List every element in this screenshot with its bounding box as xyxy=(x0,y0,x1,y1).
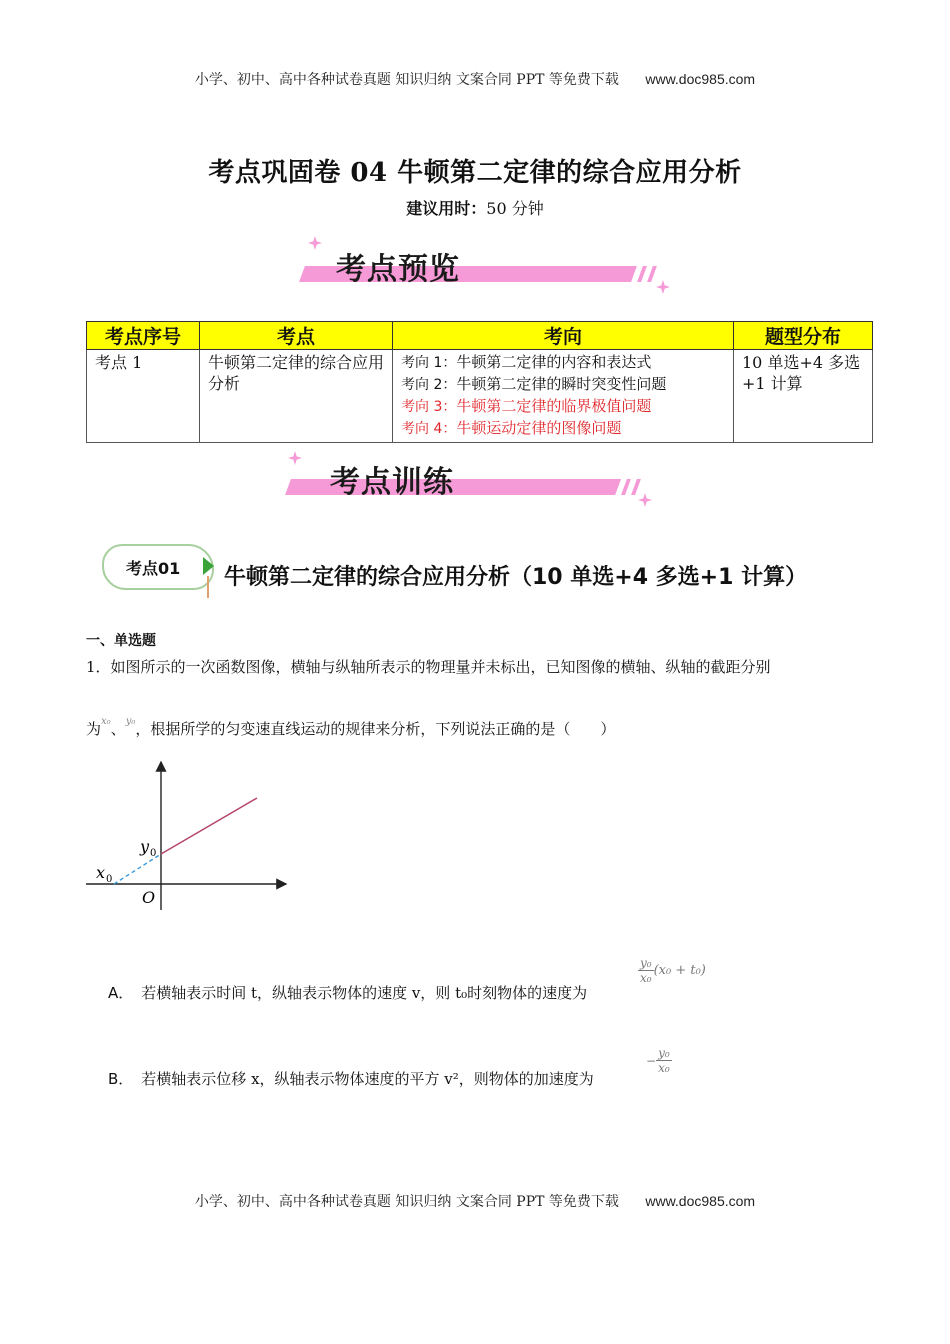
header-text: 小学、初中、高中各种试卷真题 知识归纳 文案合同 PPT 等免费下载 xyxy=(194,72,619,88)
fraction xyxy=(656,1046,672,1075)
q1-sep: 、 xyxy=(110,720,126,738)
symbol-x0: x₀ xyxy=(101,716,111,727)
banner-overview-label: 考点预览 xyxy=(336,252,460,287)
label-x0-sub: 0 xyxy=(106,874,113,885)
direction-item xyxy=(401,396,725,418)
linear-graph xyxy=(86,758,296,918)
banner-stripe xyxy=(631,479,641,495)
banner-overview xyxy=(280,232,670,302)
sparkle-icon xyxy=(656,280,670,294)
direction-prefix: 考向 4： xyxy=(401,421,457,437)
minus-sign: − xyxy=(646,1053,657,1068)
banner-stripe xyxy=(621,479,631,495)
col-header-distribution: 题型分布 xyxy=(734,322,873,350)
suggested-time-label: 建议用时： xyxy=(406,199,487,218)
question-1-line1: 1．如图所示的一次函数图像，横轴与纵轴所表示的物理量并未标出，已知图像的横轴、纵轴的截距分别 xyxy=(86,658,771,676)
banner-training-label: 考点训练 xyxy=(330,465,454,500)
col-header-topic: 考点 xyxy=(200,322,393,350)
label-x0: x xyxy=(96,863,106,882)
option-text: 若横轴表示时间 t，纵轴表示物体的速度 v，则 t₀时刻物体的速度为 xyxy=(141,984,588,1002)
suggested-time-value: 50 分钟 xyxy=(486,199,544,218)
fraction xyxy=(638,956,654,985)
table-header-row xyxy=(87,322,873,350)
table-row xyxy=(87,350,873,443)
header-url[interactable]: www.doc985.com xyxy=(645,71,756,87)
direction-item xyxy=(401,374,725,396)
denominator: x₀ xyxy=(658,1061,670,1075)
cell-topic: 牛顿第二定律的综合应用分析 xyxy=(200,350,393,443)
option-a[interactable] xyxy=(108,982,587,1003)
cell-directions xyxy=(393,350,734,443)
direction-item xyxy=(401,352,725,374)
footer-text: 小学、初中、高中各种试卷真题 知识归纳 文案合同 PPT 等免费下载 xyxy=(194,1194,619,1210)
sparkle-icon xyxy=(308,236,322,250)
section-title: 牛顿第二定律的综合应用分析（10 单选+4 多选+1 计算） xyxy=(224,565,808,590)
page-title: 考点巩固卷 04 牛顿第二定律的综合应用分析 xyxy=(208,158,742,188)
option-a-formula xyxy=(638,956,706,985)
function-line xyxy=(161,798,257,854)
option-b-formula xyxy=(646,1046,672,1075)
page-header xyxy=(0,69,950,89)
label-y0-sub: 0 xyxy=(150,848,157,859)
section-tag xyxy=(102,544,214,590)
q1-text: ，根据所学的匀变速直线运动的规律来分析，下列说法正确的是（ ） xyxy=(135,720,616,738)
direction-prefix: 考向 2： xyxy=(401,377,457,393)
footer-url[interactable]: www.doc985.com xyxy=(645,1193,756,1209)
option-b[interactable] xyxy=(108,1068,594,1089)
cell-id: 考点 1 xyxy=(87,350,200,443)
tag-ribbon xyxy=(207,576,209,598)
direction-text: 牛顿运动定律的图像问题 xyxy=(456,419,622,437)
direction-text: 牛顿第二定律的内容和表达式 xyxy=(456,353,652,371)
col-header-direction: 考向 xyxy=(393,322,734,350)
direction-text: 牛顿第二定律的临界极值问题 xyxy=(456,397,652,415)
banner-stripe xyxy=(647,266,657,282)
numerator: y₀ xyxy=(640,956,652,970)
numerator: y₀ xyxy=(658,1046,670,1060)
option-text: 若横轴表示位移 x，纵轴表示物体速度的平方 v²，则物体的加速度为 xyxy=(141,1070,594,1088)
option-letter: B． xyxy=(108,1070,134,1088)
col-header-id: 考点序号 xyxy=(87,322,200,350)
direction-item xyxy=(401,418,725,440)
q1-text: 为 xyxy=(86,720,102,738)
overview-table xyxy=(86,321,873,443)
formula-tail: (x₀ + t₀) xyxy=(653,962,706,978)
sparkle-icon xyxy=(638,493,652,507)
page-footer xyxy=(0,1191,950,1211)
banner-training xyxy=(266,445,656,515)
option-letter: A． xyxy=(108,984,134,1002)
symbol-y0: y₀ xyxy=(125,716,136,727)
question-type-heading: 一、单选题 xyxy=(86,633,156,649)
cell-distribution: 10 单选+4 多选+1 计算 xyxy=(734,350,873,443)
section-tag-label: 考点01 xyxy=(126,559,181,578)
label-origin: O xyxy=(142,888,156,907)
question-1-line2 xyxy=(86,718,615,739)
banner-stripe xyxy=(637,266,647,282)
label-y0: y xyxy=(140,837,150,856)
sparkle-icon xyxy=(288,451,302,465)
denominator: x₀ xyxy=(640,971,652,985)
direction-text: 牛顿第二定律的瞬时突变性问题 xyxy=(456,375,667,393)
direction-prefix: 考向 3： xyxy=(401,399,457,415)
direction-prefix: 考向 1： xyxy=(401,355,457,371)
play-arrow-icon xyxy=(203,557,214,575)
suggested-time xyxy=(0,196,950,219)
